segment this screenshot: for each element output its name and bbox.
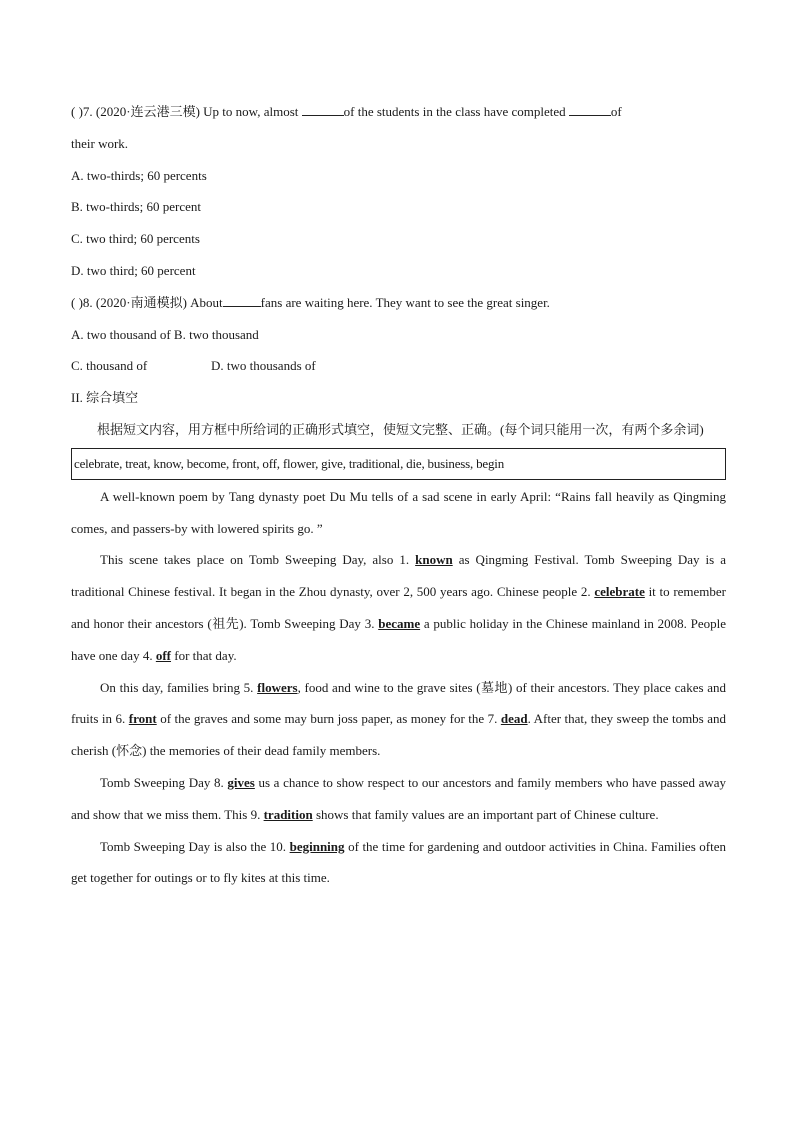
question-stem-part: of [610, 104, 622, 119]
fill-blank[interactable] [223, 295, 261, 307]
passage-paragraph-3 [71, 672, 726, 767]
passage-text: This scene takes place on Tomb Sweeping Day, also 1. [100, 552, 410, 568]
passage-text: a public holiday in the Chinese mainland in 2008. People have one day 4. [71, 615, 726, 663]
question-stem-part: Up to now, almost [203, 104, 299, 119]
answer-4[interactable]: off [155, 647, 172, 663]
passage-paragraph-2 [71, 544, 726, 671]
answer-2[interactable]: celebrate [594, 584, 645, 600]
option-d[interactable]: D. two thousands of [211, 358, 316, 374]
option-a[interactable]: A. two-thirds; 60 percents [71, 167, 207, 183]
question-8-line-1 [71, 287, 726, 319]
question-8-options-row-2 [71, 350, 726, 382]
answer-7[interactable]: dead [500, 711, 528, 727]
question-number: 7. [82, 104, 93, 119]
passage-paragraph-5 [71, 831, 726, 895]
answer-8[interactable]: gives [227, 774, 255, 790]
option-b[interactable]: B. two thousand [173, 326, 259, 342]
passage-text: for that day. [174, 647, 237, 663]
passage-text: of the time for gardening and outdoor activities in China. Families often get together for outings or to fly kites at this time. [71, 838, 727, 886]
answer-paren[interactable]: ( ) [71, 294, 83, 310]
word-box: celebrate, treat, know, become, front, off, flower, give, traditional, die, business, begin [71, 448, 726, 480]
question-source: (2020·南通模拟) [95, 294, 187, 310]
fill-blank[interactable] [569, 104, 611, 116]
question-8-options-row-1 [71, 319, 726, 351]
answer-5[interactable]: flowers [257, 679, 298, 695]
option-a[interactable]: A. two thousand of [71, 326, 171, 342]
fill-blank[interactable] [302, 104, 344, 116]
answer-6[interactable]: front [128, 711, 157, 727]
passage-text: it to remember and honor their ancestors (祖先). Tomb Sweeping Day 3. [71, 584, 727, 631]
answer-9[interactable]: tradition [263, 806, 313, 822]
section-instruction: 根据短文内容，用方框中所给词的正确形式填空，使短文完整、正确。(每个词只能用一次，有两个多余词) [97, 421, 704, 437]
passage-text: as Qingming Festival. Tomb Sweeping Day is a traditional Chinese festival. It began in the Zhou dynasty, over 2, 500 years ago. Chinese people 2. [71, 552, 727, 600]
passage-text: shows that family values are an important part of Chinese culture. [315, 806, 659, 822]
worksheet-page [71, 96, 726, 894]
question-7-line-1 [71, 96, 726, 128]
question-stem-part: About [190, 294, 223, 310]
answer-paren[interactable]: ( ) [71, 104, 83, 119]
answer-10[interactable]: beginning [289, 838, 345, 854]
answer-1[interactable]: known [415, 552, 453, 568]
question-stem-part: of the students in the class have completed [343, 104, 566, 119]
option-c[interactable]: C. thousand of [71, 358, 148, 374]
passage-text: us a chance to show respect to our ancestors and family members who have passed away and show that we miss them. This 9. [71, 774, 727, 822]
question-7-line-2: their work. [71, 135, 129, 151]
passage-text: Tomb Sweeping Day 8. [100, 774, 224, 790]
answer-3[interactable]: became [378, 615, 421, 631]
question-stem-part: fans are waiting here. They want to see the great singer. [260, 294, 550, 310]
passage-text: , food and wine to the grave sites (墓地) of their ancestors. They place cakes and fruits in 6. [71, 679, 726, 727]
passage-text: of the graves and some may burn joss paper, as money for the 7. [160, 711, 498, 727]
question-number: 8. [82, 294, 93, 310]
question-source: (2020·连云港三模) [95, 104, 200, 119]
passage-text: Tomb Sweeping Day is also the 10. [100, 838, 287, 854]
passage-text: On this day, families bring 5. [100, 679, 254, 695]
passage-paragraph-1: A well-known poem by Tang dynasty poet Du Mu tells of a sad scene in early April: “Rains fall heavily as Qingming comes, and passers-by with lowered spirits go. ” [71, 488, 726, 536]
section-title: II. 综合填空 [71, 390, 139, 406]
option-c[interactable]: C. two third; 60 percents [71, 231, 200, 247]
passage-text: . After that, they sweep the tombs and cherish (怀念) the memories of their dead family members. [71, 711, 726, 759]
passage-paragraph-4 [71, 767, 726, 831]
option-b[interactable]: B. two-thirds; 60 percent [71, 199, 201, 215]
option-d[interactable]: D. two third; 60 percent [71, 262, 196, 278]
